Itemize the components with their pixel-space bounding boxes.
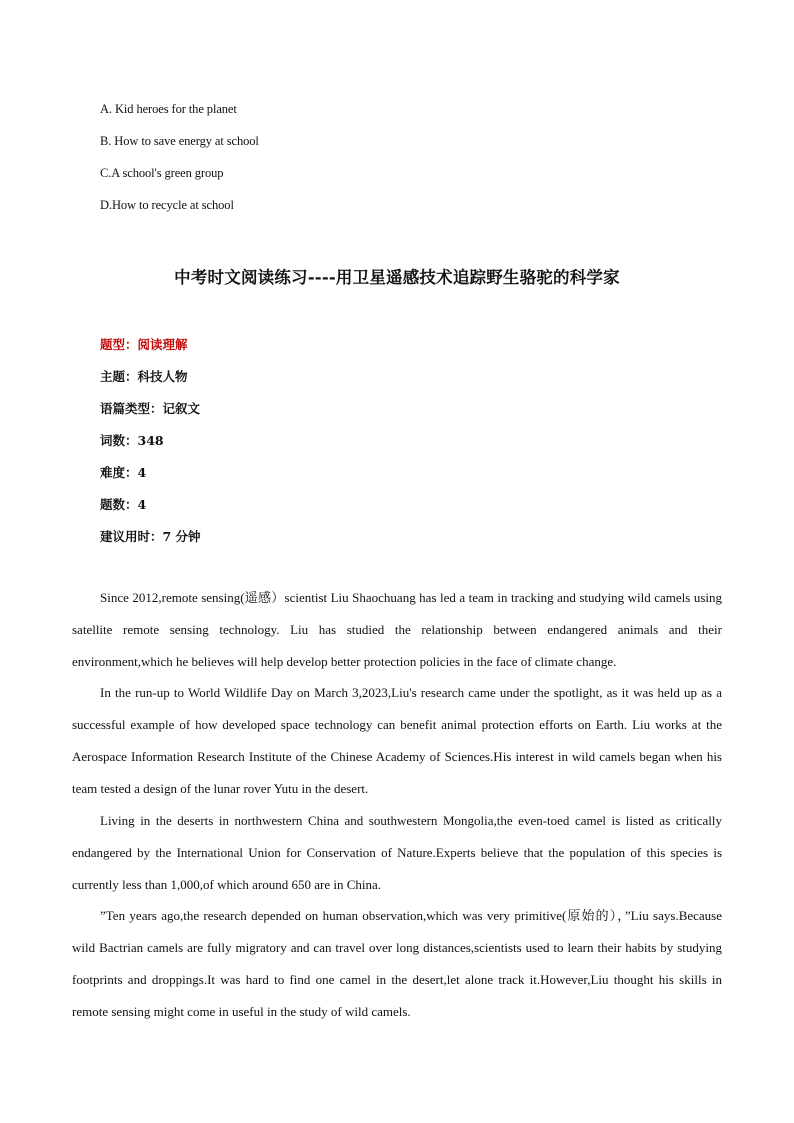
option-d: D.How to recycle at school xyxy=(100,198,234,212)
meta-genre: 语篇类型：记叙文 xyxy=(100,401,201,416)
paragraph-3: Living in the deserts in northwestern China and southwestern Mongolia,the even-toed camel is listed as critically endangered by the International Union for Conservation of Nature.Experts believe that the population of this species is currently less than 1,000,of which around 650 are in China. xyxy=(72,813,722,892)
article-title: 中考时文阅读练习----用卫星遥感技术追踪野生骆驼的科学家 xyxy=(174,268,620,287)
meta-question-type: 题型：阅读理解 xyxy=(100,337,188,352)
meta-difficulty: 难度：4 xyxy=(100,465,147,480)
paragraph-2: In the run-up to World Wildlife Day on March 3,2023,Liu's research came under the spotlight, as it was held up as a successful example of how developed space technology can benefit animal protection efforts on Earth. Liu works at the Aerospace Information Research Institute of the Chinese Academy of Sciences.His interest in wild camels began when his team tested a design of the lunar rover Yutu in the desert. xyxy=(72,685,722,796)
meta-theme: 主题：科技人物 xyxy=(100,369,188,384)
meta-word-count: 词数：348 xyxy=(100,433,164,448)
option-b: B. How to save energy at school xyxy=(100,134,259,148)
paragraph-4: ”Ten years ago,the research depended on human observation,which was very primitive(原始的），”Liu says.Because wild Bactrian camels are fully migratory and can travel over long distances,scientists used to learn their habits by studying footprints and droppings.It was hard to find one camel in the desert,let alone track it.However,Liu thought his skills in remote sensing might come in useful in the study of wild camels. xyxy=(72,908,722,1019)
option-a: A. Kid heroes for the planet xyxy=(100,102,237,116)
option-c: C.A school's green group xyxy=(100,166,224,180)
meta-question-count: 题数：4 xyxy=(100,497,147,512)
meta-suggested-time: 建议用时：7 分钟 xyxy=(100,529,201,544)
paragraph-1: Since 2012,remote sensing(遥感）scientist Liu Shaochuang has led a team in tracking and studying wild camels using satellite remote sensing technology. Liu has studied the relationship between endangered animals and their environment,which he believes will help develop better protection policies in the face of climate change. xyxy=(72,590,722,669)
